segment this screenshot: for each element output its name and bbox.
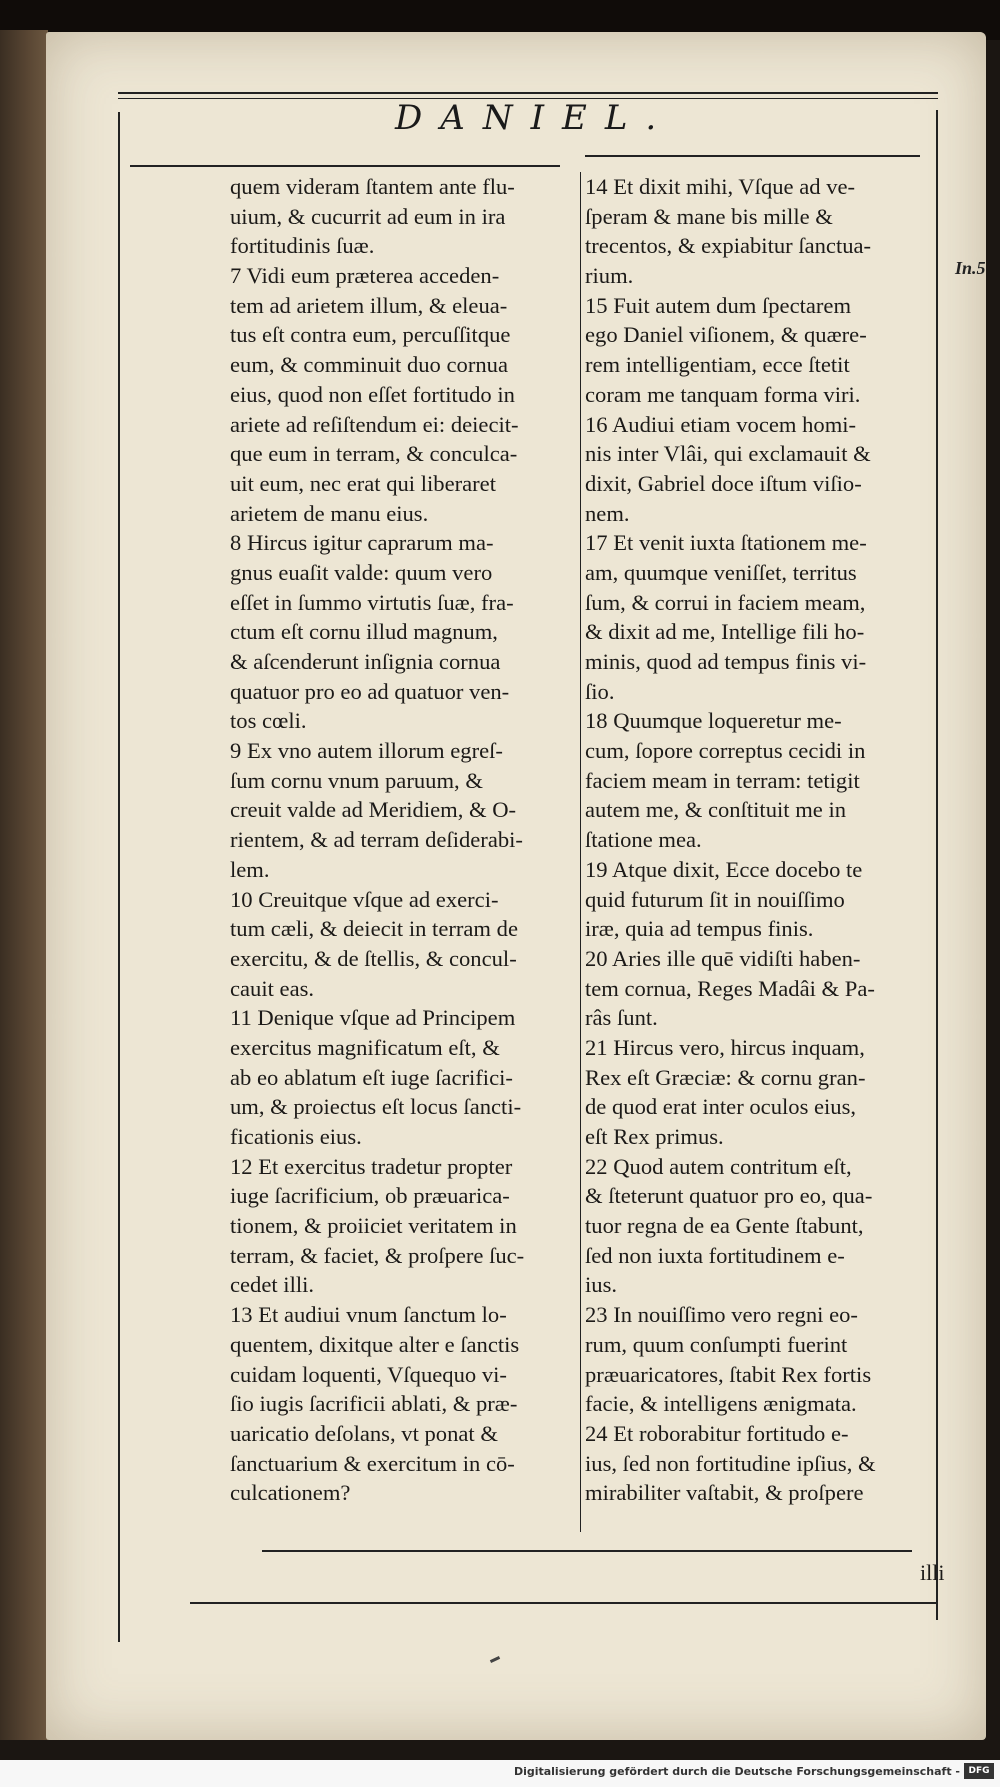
text-line: faciem meam in terram: tetigit — [585, 767, 860, 793]
text-line: quem videram ſtantem ante flu- — [230, 174, 515, 199]
text-line: 21 Hircus vero, hircus inquam, — [585, 1034, 865, 1060]
text-line: nem. — [585, 500, 630, 526]
text-line: fortitudinis ſuæ. — [230, 233, 375, 259]
text-line: tuor regna de ea Gente ſtabunt, — [585, 1213, 864, 1239]
text-line: ſed non iuxta fortitudinem e- — [585, 1242, 845, 1268]
text-line: 13 Et audiui vnum ſanctum lo- — [230, 1302, 507, 1328]
text-line: quentem, dixitque alter e ſanctis — [230, 1331, 520, 1357]
dfg-logo: DFG — [964, 1763, 994, 1779]
text-line: tus eſt contra eum, percuſſitque — [230, 322, 511, 348]
text-line: quatuor pro eo ad quatuor ven- — [230, 678, 510, 704]
text-line: eius, quod non eſſet fortitudo in — [230, 381, 515, 407]
text-line: ariete ad reſiſtendum ei: deiecit- — [230, 411, 519, 437]
text-line: 17 Et venit iuxta ſtationem me- — [585, 530, 867, 556]
bottom-rule-1 — [262, 1550, 912, 1552]
text-line: ſio iugis ſacrificii ablati, & præ- — [230, 1391, 518, 1417]
text-line: rum, quum conſumpti fuerint — [585, 1331, 848, 1357]
text-line: ſio. — [585, 678, 615, 704]
text-line: tem ad arietem illum, & eleua- — [230, 292, 508, 318]
text-line: 24 Et roborabitur fortitudo e- — [585, 1420, 849, 1446]
text-line: eſſet in ſummo virtutis ſuæ, fra- — [230, 589, 514, 615]
text-line: uium, & cucurrit ad eum in ira — [230, 203, 506, 229]
text-line: præuaricatores, ſtabit Rex fortis — [585, 1361, 872, 1387]
top-double-rule-1 — [118, 92, 938, 94]
text-line: tos cœli. — [230, 708, 307, 734]
text-line: coram me tanquam forma viri. — [585, 381, 861, 407]
text-line: ſperam & mane bis mille & — [585, 203, 833, 229]
text-line: terram, & faciet, & proſpere ſuc- — [230, 1242, 525, 1268]
text-line: 11 Denique vſque ad Principem — [230, 1005, 516, 1031]
text-line: dixit, Gabriel doce iſtum viſio- — [585, 470, 862, 496]
book-spine — [0, 30, 48, 1740]
text-line: ius, ſed non fortitudine ipſius, & — [585, 1450, 876, 1476]
text-line: 14 Et dixit mihi, Vſque ad ve- — [585, 174, 856, 199]
text-line: 20 Aries ille quē vidiſti haben- — [585, 945, 861, 971]
text-line: autem me, & conſtituit me in — [585, 797, 847, 823]
text-line: 15 Fuit autem dum ſpectarem — [585, 292, 852, 318]
text-line: ficationis eius. — [230, 1124, 362, 1149]
text-line: de quod erat inter oculos eius, — [585, 1094, 857, 1120]
text-line: iuge ſacrificium, ob præuarica- — [230, 1183, 510, 1209]
text-line: 18 Quumque loqueretur me- — [585, 708, 842, 734]
text-line: ſum, & corrui in faciem meam, — [585, 589, 866, 615]
text-line: gnus euaſit valde: quum vero — [230, 559, 493, 585]
text-line: quid futurum ſit in nouiſſimo — [585, 886, 845, 912]
right-frame-rule — [936, 110, 938, 1620]
left-frame-rule — [118, 112, 120, 1642]
text-line: eſt Rex primus. — [585, 1124, 724, 1149]
left-column — [230, 172, 575, 1508]
bottom-rule-2 — [190, 1602, 938, 1604]
text-line: culcationem? — [230, 1480, 351, 1506]
text-line: ſum cornu vnum paruum, & — [230, 767, 483, 793]
text-line: iræ, quia ad tempus finis. — [585, 916, 814, 942]
text-line: exercitus magnificatum eſt, & — [230, 1034, 500, 1060]
digitization-credit: Digitalisierung gefördert durch die Deutsche Forschungsgemeinschaft - — [513, 1765, 960, 1778]
text-line: 23 In nouiſſimo vero regni eo- — [585, 1302, 858, 1328]
text-line: ab eo ablatum eſt iuge ſacrifici- — [230, 1064, 513, 1090]
text-line: rium. — [585, 263, 634, 289]
text-line: tionem, & proiiciet veritatem in — [230, 1213, 517, 1239]
text-line: uaricatio deſolans, vt ponat & — [230, 1420, 498, 1446]
text-line: tem cornua, Reges Madâi & Pa- — [585, 975, 875, 1001]
text-line: uit eum, nec erat qui liberaret — [230, 470, 496, 496]
text-line: & ſteterunt quatuor pro eo, qua- — [585, 1183, 873, 1209]
text-line: um, & proiectus eſt locus ſancti- — [230, 1094, 522, 1120]
text-line: 22 Quod autem contritum eſt, — [585, 1153, 852, 1179]
text-line: 9 Ex vno autem illorum egreſ- — [230, 738, 503, 764]
head-rule-right — [585, 155, 920, 157]
text-line: mirabiliter vaſtabit, & proſpere — [585, 1480, 864, 1506]
text-line: facie, & intelligens ænigmata. — [585, 1391, 857, 1417]
text-line: ſanctuarium & exercitum in cō- — [230, 1450, 515, 1476]
text-line: ctum eſt cornu illud magnum, — [230, 619, 498, 645]
text-line: cuidam loquenti, Vſquequo vi- — [230, 1361, 507, 1387]
text-line: rientem, & ad terram deſiderabi- — [230, 827, 523, 853]
text-line: eum, & comminuit duo cornua — [230, 352, 508, 378]
text-line: ſtatione mea. — [585, 827, 702, 853]
text-line: ius. — [585, 1272, 618, 1298]
catchword: illi — [920, 1560, 945, 1585]
text-line: râs ſunt. — [585, 1005, 658, 1031]
text-line: am, quumque veniſſet, territus — [585, 559, 857, 585]
marginal-note: In.5 — [955, 258, 986, 278]
text-line: cauit eas. — [230, 975, 315, 1001]
column-divider — [580, 172, 581, 1532]
text-line: arietem de manu eius. — [230, 500, 429, 526]
running-head: DANIEL. — [395, 98, 675, 138]
text-line: creuit valde ad Meridiem, & O- — [230, 797, 517, 823]
text-line: trecentos, & expiabitur ſanctua- — [585, 233, 872, 259]
text-line: & dixit ad me, Intellige fili ho- — [585, 619, 865, 645]
text-line: rem intelligentiam, ecce ſtetit — [585, 352, 850, 378]
text-line: 16 Audiui etiam vocem homi- — [585, 411, 857, 437]
text-line: minis, quod ad tempus finis vi- — [585, 649, 867, 674]
text-line: cedet illi. — [230, 1272, 315, 1298]
text-line: lem. — [230, 856, 270, 882]
head-rule-left — [130, 165, 560, 167]
text-line: 7 Vidi eum præterea acceden- — [230, 263, 500, 289]
text-line: 8 Hircus igitur caprarum ma- — [230, 530, 494, 556]
text-line: & aſcenderunt inſignia cornua — [230, 649, 501, 674]
text-line: 12 Et exercitus tradetur propter — [230, 1153, 513, 1179]
text-line: 10 Creuitque vſque ad exerci- — [230, 886, 499, 912]
right-column — [585, 172, 930, 1508]
text-line: que eum in terram, & conculca- — [230, 441, 518, 467]
text-line: cum, ſopore correptus cecidi in — [585, 738, 866, 764]
text-line: exercitu, & de ſtellis, & concul- — [230, 945, 517, 971]
text-line: Rex eſt Græciæ: & cornu gran- — [585, 1064, 866, 1090]
text-line: tum cæli, & deiecit in terram de — [230, 916, 518, 942]
text-line: 19 Atque dixit, Ecce docebo te — [585, 856, 863, 882]
text-line: ego Daniel viſionem, & quære- — [585, 322, 867, 348]
text-line: nis inter Vlâi, qui exclamauit & — [585, 441, 871, 467]
